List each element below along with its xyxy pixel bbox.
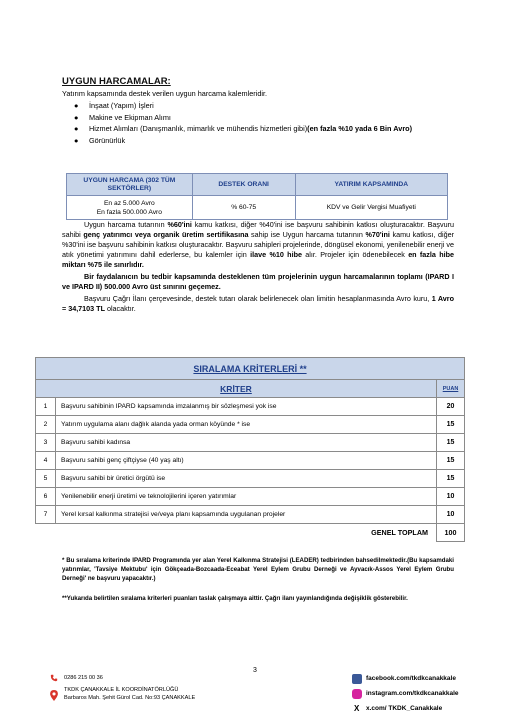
criterion-text: Başvuru sahibi kadınsa <box>56 434 437 452</box>
row-number: 5 <box>36 470 56 488</box>
phone-icon <box>50 674 58 682</box>
page-number: 3 <box>253 667 257 674</box>
section-title: UYGUN HARCAMALAR: <box>62 76 171 87</box>
criteria-header: KRİTER <box>36 380 437 398</box>
footnote-1: * Bu sıralama kriterinde IPARD Programında yer alan Yerel Kalkınma Stratejisi (LEADER) tedbirinden bahsedilmektedir.(Bu kapsamdaki yatırımlar, 'Tavsiye Mektubu' için Gökçeada-Bozcaada-Eceabat Yerel Eylem Grubu Derneği ve Ayvacık-Assos Yerel Eylem Grubu Derneği' ne başvuru yapacaktır.) <box>62 557 454 582</box>
eligible-costs-list <box>72 100 452 146</box>
table-row <box>36 434 465 452</box>
row-number: 3 <box>36 434 56 452</box>
bullet-icon: ● <box>74 135 79 145</box>
x-icon: X <box>354 704 360 713</box>
points-header: PUAN <box>437 380 465 398</box>
criterion-points: 20 <box>437 398 465 416</box>
table-row <box>36 470 465 488</box>
location-pin-icon <box>50 690 58 701</box>
total-label: GENEL TOPLAM <box>371 528 428 538</box>
bullet-icon: ● <box>74 101 79 110</box>
list-item: ● Görünürlük <box>74 135 126 145</box>
criterion-text: Yenilenebilir enerji üretimi ve teknolojilerini içeren yatırımlar <box>56 488 437 506</box>
list-item: ● İnşaat (Yapım) İşleri <box>74 101 154 110</box>
paragraph: Başvuru Çağrı İlanı çerçevesinde, destek tutarı olarak belirlenecek olan limitin hesaplanmasında Avro kuru, 1 Avro = 34,7103 TL olacaktır. <box>62 294 454 313</box>
criterion-text: Yerel kırsal kalkınma stratejisi ve/veya planı kapsamında uygulanan projeler <box>56 506 437 524</box>
instagram-icon <box>352 689 362 699</box>
criterion-text: Başvuru sahibinin IPARD kapsamında imzalanmış bir sözleşmesi yok ise <box>56 398 437 416</box>
footnote-2: **Yukarıda belirtilen sıralama kriterleri puanları taslak çalışmaya aittir. Çağrı ilanı yayınlandığında değişiklik gösterebilir. <box>62 595 408 602</box>
paragraph: Bir faydalanıcın bu tedbir kapsamında desteklenen tüm projelerinin uygun harcamalarının toplamı (IPARD I ve IPARD II) 500.000 Avro üst sınırını geçemez. <box>62 272 454 291</box>
table-cell: % 60-75 <box>192 196 295 220</box>
ranking-criteria-table <box>35 357 465 542</box>
paragraph: Uygun harcama tutarının %60'ini kamu katkısı, diğer %40'ini ise başvuru sahibinin katkısı oluşturacaktır. Başvuru sahibi genç yatırımcı veya organik üretim sertifikasına sahip ise Uygun harcama tutarının %70'ini kamu katkısı, diğer %30'ini ise başvuru sahibinin katkısı oluşturacaktır. Başvuru sahipleri projelerinde, döngüsel ekonomi, yenilenebilir enerji ve atık yönetimi yatırımını dahil ederlerse, bu kalemler için ilave %10 hibe alır. Projeler için ödenebilecek en fazla hibe miktarı %75 ile sınırlıdır. <box>62 220 455 269</box>
body-text <box>62 220 454 316</box>
row-number: 6 <box>36 488 56 506</box>
criterion-points: 10 <box>437 506 465 524</box>
facebook-link[interactable]: facebook.com/tkdkcanakkale <box>366 675 456 682</box>
row-number: 1 <box>36 398 56 416</box>
criterion-points: 15 <box>437 434 465 452</box>
criterion-points: 15 <box>437 470 465 488</box>
row-number: 7 <box>36 506 56 524</box>
table-row <box>67 196 448 220</box>
table-header: DESTEK ORANI <box>192 174 295 196</box>
criterion-points: 15 <box>437 416 465 434</box>
x-link[interactable]: x.com/ TKDK_Canakkale <box>366 705 443 712</box>
intro-text: Yatırım kapsamında destek verilen uygun harcama kalemleridir. <box>62 89 268 98</box>
table-row <box>36 416 465 434</box>
table-header: UYGUN HARCAMA (302 TÜM SEKTÖRLER) <box>67 174 193 196</box>
table-cell: KDV ve Gelir Vergisi Muafiyeti <box>295 196 447 220</box>
bullet-icon: ● <box>74 112 79 122</box>
phone-number[interactable]: 0286 215 00 36 <box>64 675 103 681</box>
criterion-points: 10 <box>437 488 465 506</box>
total-row <box>36 524 465 542</box>
table-row <box>36 398 465 416</box>
list-item: ● Makine ve Ekipman Alımı <box>74 112 171 122</box>
instagram-link[interactable]: instagram.com/tkdkcanakkale <box>366 690 459 697</box>
criterion-text: Yatırım uygulama alanı dağlık alanda yada orman köyünde * ise <box>56 416 437 434</box>
row-number: 4 <box>36 452 56 470</box>
criterion-text: Başvuru sahibi bir üretici örgütü ise <box>56 470 437 488</box>
bullet-icon: ● <box>74 124 79 133</box>
facebook-icon <box>352 674 362 684</box>
row-number: 2 <box>36 416 56 434</box>
table-row <box>36 506 465 524</box>
table-row <box>36 488 465 506</box>
criterion-points: 15 <box>437 452 465 470</box>
table-cell: En az 5.000 Avro En fazla 500.000 Avro <box>67 196 193 220</box>
address: Barbaros Mah. Şehit Gürol Cad. No:93 ÇANAKKALE <box>64 695 196 701</box>
total-value: 100 <box>437 524 465 542</box>
list-item: ● Hizmet Alımları (Danışmanlık, mimarlık ve mühendis hizmetleri gibi)(en fazla %10 yada 6 Bin Avro) <box>74 124 413 133</box>
table-header: YATIRIM KAPSAMINDA <box>295 174 447 196</box>
eligible-costs-table <box>66 173 448 220</box>
table-row <box>36 452 465 470</box>
criterion-text: Başvuru sahibi genç çiftçiyse (40 yaş altı) <box>56 452 437 470</box>
organization-name: TKDK ÇANAKKALE İL KOORDİNATÖRLÜĞÜ <box>64 687 179 693</box>
table-title: SIRALAMA KRİTERLERİ ** <box>36 358 465 380</box>
